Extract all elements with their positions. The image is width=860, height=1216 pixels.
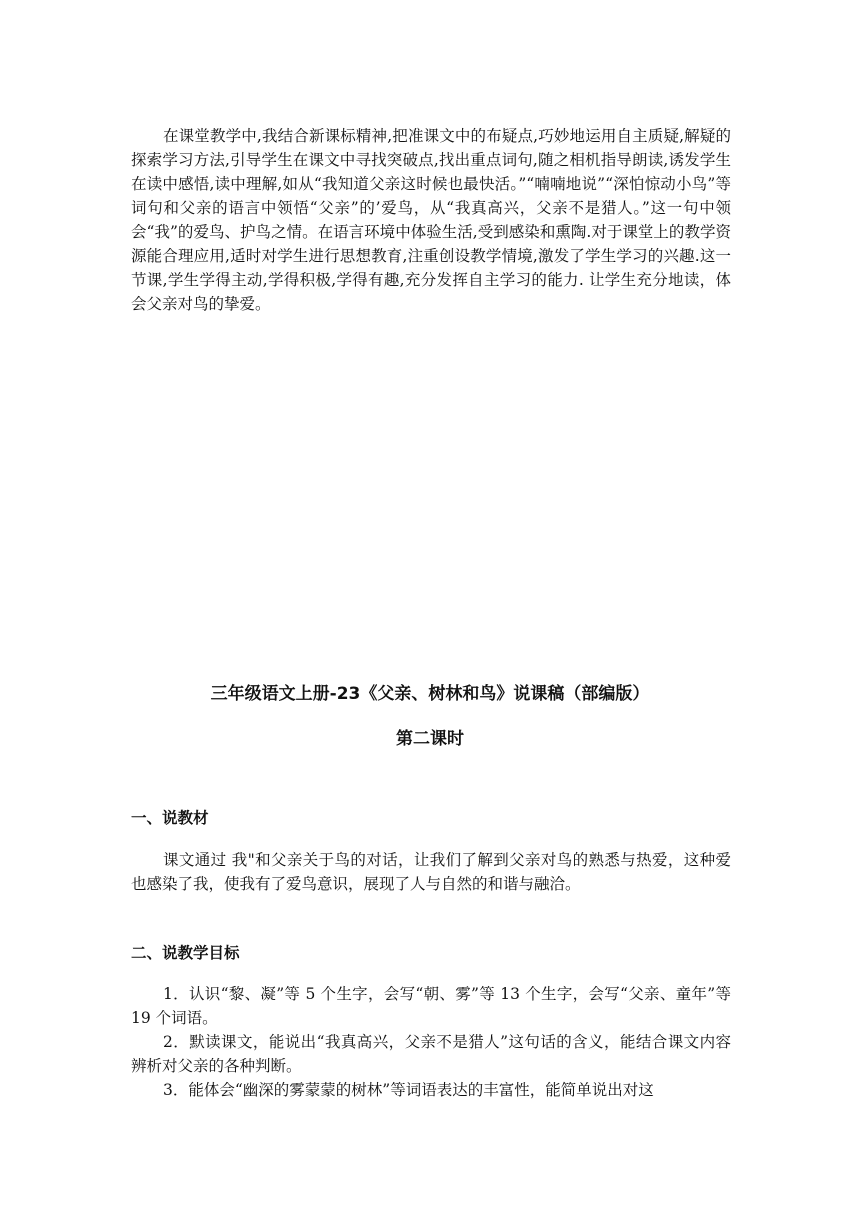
document-title: 三年级语文上册-23《父亲、树林和鸟》说课稿（部编版） <box>210 684 650 704</box>
document-subtitle: 第二课时 <box>396 729 464 749</box>
section-heading-goals: 二、说教学目标 <box>131 944 240 962</box>
section-heading-textbook: 一、说教材 <box>131 809 209 827</box>
goal-item: 1．认识“黎、凝”等 5 个生字，会写“朝、雾”等 13 个生字，会写“父亲、童年”等 19 个词语。 <box>131 985 731 1027</box>
intro-paragraph: 在课堂教学中,我结合新课标精神,把准课文中的布疑点,巧妙地运用自主质疑,解疑的探索学习方法,引导学生在课文中寻找突破点,找出重点词句,随之相机指导朗读,诱发学生在读中感悟,读中理解,如从“我知道父亲这时候也最快活。”“喃喃地说”“深怕惊动小鸟”等词句和父亲的语言中领悟“父亲”的’爱鸟，从“我真高兴，父亲不是猎人。”这一句中领会“我”的爱鸟、护鸟之情。在语言环境中体验生活,受到感染和熏陶.对于课堂上的教学资源能合理应用,适时对学生进行思想教育,注重创设教学情境,激发了学生学习的兴趣.这一节课,学生学得主动,学得积极,学得有趣,充分发挥自主学习的能力. 让学生充分地读，体会父亲对鸟的挚爱。 <box>131 127 731 313</box>
goal-item: 3．能体会“幽深的雾蒙蒙的树林”等词语表达的丰富性，能简单说出对这 <box>163 1081 654 1099</box>
textbook-paragraph: 课文通过 我"和父亲关于鸟的对话，让我们了解到父亲对鸟的熟悉与热爱，这种爱也感染了我，使我有了爱鸟意识，展现了人与自然的和谐与融洽。 <box>131 851 731 893</box>
goal-item: 2．默读课文，能说出“我真高兴，父亲不是猎人”这句话的含义，能结合课文内容辨析对父亲的各种判断。 <box>131 1033 731 1075</box>
goals-list <box>131 982 731 1102</box>
